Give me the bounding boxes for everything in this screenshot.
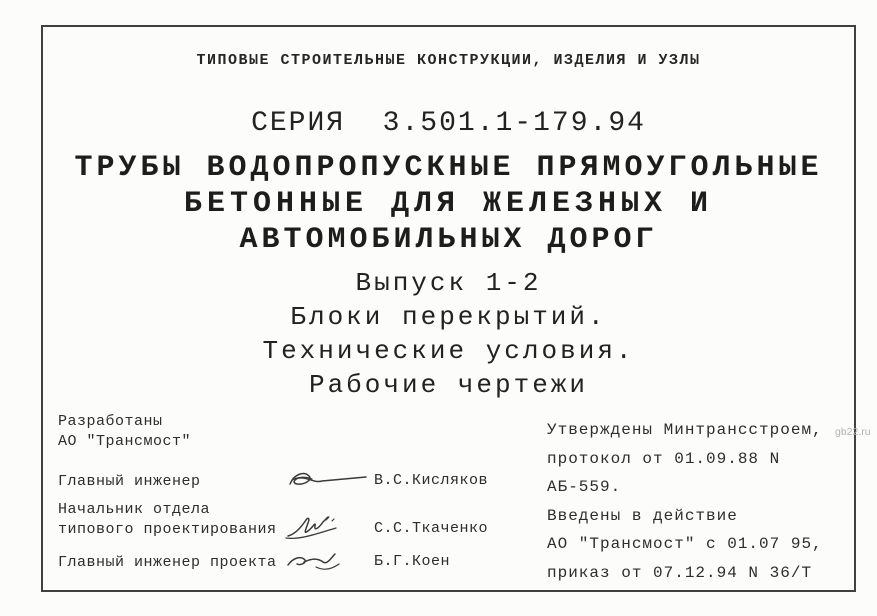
subtitle-block (43, 266, 854, 402)
developer-organization: АО "Трансмост" (58, 433, 192, 450)
approval-line: протокол от 01.09.88 N АБ-559. (547, 449, 781, 496)
main-title-line: ТРУБЫ ВОДОПРОПУСКНЫЕ ПРЯМОУГОЛЬНЫЕ (74, 151, 823, 185)
developed-intro (58, 412, 498, 452)
signatory-row (58, 547, 498, 573)
main-title-line: БЕТОННЫЕ ДЛЯ ЖЕЛЕЗНЫХ И (183, 187, 714, 221)
signatory-role: типового проектирования (58, 521, 277, 538)
approval-line: Утверждены Минтрансстроем, (547, 421, 823, 439)
signatory-role: Главный инженер (58, 473, 201, 490)
subtitle-line: Блоки перекрытий. (290, 302, 607, 332)
approval-line: приказ от 07.12.94 N 36/Т (547, 563, 813, 582)
subtitle-line: Технические условия. (262, 336, 635, 366)
signature-tkachenko-icon (282, 512, 374, 542)
signature-koen-icon (282, 549, 374, 575)
signatory-name: В.С.Кисляков (374, 472, 489, 489)
signatory-role: Начальник отдела (58, 501, 211, 518)
main-title-line: АВТОМОБИЛЬНЫХ ДОРОГ (239, 223, 658, 257)
developed-block (58, 412, 498, 573)
series-title: СЕРИЯ 3.501.1-179.94 (251, 108, 646, 139)
subtitle-line: Рабочие чертежи (308, 370, 589, 400)
signature-kislyakov-icon (282, 468, 374, 494)
watermark-text: gb22.ru (835, 426, 871, 438)
signatory-row (58, 466, 498, 492)
signatory-role: Главный инженер проекта (58, 554, 277, 571)
developed-by-label: Разработаны (58, 413, 163, 430)
signatory-row (58, 500, 498, 540)
subtitle-line: Выпуск 1-2 (355, 268, 542, 298)
approval-line: Введены в действие (547, 506, 738, 525)
approval-block (547, 416, 847, 587)
main-title (43, 150, 854, 258)
document-category-header: ТИПОВЫЕ СТРОИТЕЛЬНЫЕ КОНСТРУКЦИИ, ИЗДЕЛИЯ И УЗЛЫ (196, 52, 701, 69)
approval-line: АО "Трансмост" с 01.07 95, (547, 535, 823, 553)
signatory-name: С.С.Ткаченко (374, 520, 489, 537)
signatory-name: Б.Г.Коен (374, 553, 451, 570)
